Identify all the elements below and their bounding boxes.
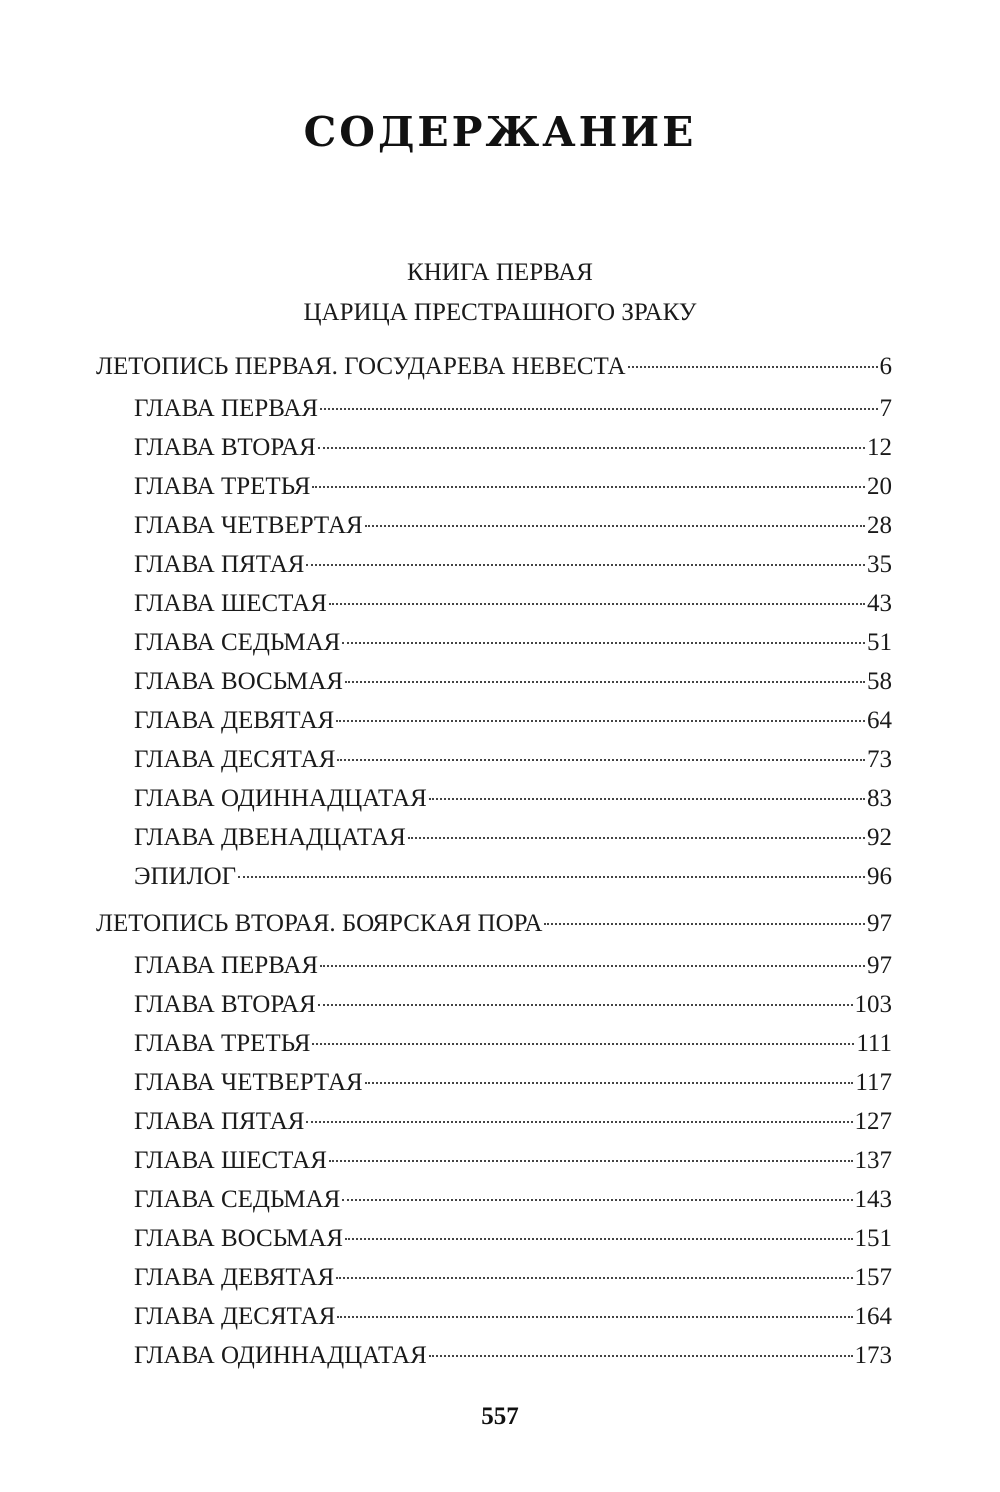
chapter-title: ГЛАВА ДЕСЯТАЯ: [134, 1303, 336, 1330]
toc-chapter-entry: [134, 1338, 892, 1374]
dot-leader: [312, 486, 865, 488]
toc-chapter-entry: [134, 781, 892, 817]
chapter-title: ГЛАВА ТРЕТЬЯ: [134, 1030, 311, 1057]
chapter-page-number: 35: [867, 551, 892, 578]
dot-leader: [337, 1316, 852, 1318]
toc-chapter-entry: [134, 586, 892, 622]
dot-leader: [329, 603, 865, 605]
chapter-page-number: 28: [867, 512, 892, 539]
chapter-title: ГЛАВА ТРЕТЬЯ: [134, 473, 311, 500]
toc-chapter-entry: [134, 508, 892, 544]
chapter-page-number: 20: [867, 473, 892, 500]
chapter-title: ГЛАВА ВОСЬМАЯ: [134, 668, 344, 695]
chapter-title: ГЛАВА ВТОРАЯ: [134, 434, 316, 461]
dot-leader: [336, 720, 865, 722]
dot-leader: [365, 525, 865, 527]
chapter-page-number: 96: [867, 863, 892, 890]
toc-chapter-entry: [134, 987, 892, 1023]
chapter-page-number: 92: [867, 824, 892, 851]
dot-leader: [429, 798, 865, 800]
chapter-page-number: 111: [856, 1030, 892, 1057]
dot-leader: [320, 965, 865, 967]
dot-leader: [337, 759, 865, 761]
toc-chapter-entry: [134, 948, 892, 984]
chapter-title: ГЛАВА ЧЕТВЕРТАЯ: [134, 1069, 363, 1096]
toc-chapter-entry: [134, 1221, 892, 1257]
dot-leader: [238, 876, 865, 878]
chapter-title: ГЛАВА ПЕРВАЯ: [134, 952, 319, 979]
dot-leader: [345, 1238, 852, 1240]
chapter-title: ГЛАВА ОДИННАДЦАТАЯ: [134, 1342, 427, 1369]
toc-chapter-entry: [134, 391, 892, 427]
chapter-page-number: 58: [867, 668, 892, 695]
chapter-page-number: 97: [867, 952, 892, 979]
chapter-title: ГЛАВА СЕДЬМАЯ: [134, 629, 341, 656]
chapter-title: ГЛАВА ЧЕТВЕРТАЯ: [134, 512, 363, 539]
chapter-title: ГЛАВА ДВЕНАДЦАТАЯ: [134, 824, 406, 851]
chapter-page-number: 73: [867, 746, 892, 773]
dot-leader: [312, 1043, 854, 1045]
toc-section-entry: [96, 906, 892, 942]
chapter-title: ГЛАВА ШЕСТАЯ: [134, 590, 327, 617]
chapter-title: ГЛАВА ОДИННАДЦАТАЯ: [134, 785, 427, 812]
toc-chapter-entry: [134, 1299, 892, 1335]
chapter-page-number: 173: [854, 1342, 892, 1369]
chapter-page-number: 103: [854, 991, 892, 1018]
book-label: КНИГА ПЕРВАЯ: [407, 259, 593, 286]
chapter-page-number: 64: [867, 707, 892, 734]
chapter-page-number: 137: [854, 1147, 892, 1174]
dot-leader: [306, 564, 865, 566]
dot-leader: [318, 1004, 853, 1006]
dot-leader: [342, 642, 865, 644]
dot-leader: [318, 447, 865, 449]
toc-chapter-entry: [134, 859, 892, 895]
chapter-page-number: 143: [854, 1186, 892, 1213]
toc-chapter-entry: [134, 820, 892, 856]
chapter-page-number: 151: [854, 1225, 892, 1252]
toc-chapter-entry: [134, 1065, 892, 1101]
chapter-title: ГЛАВА ПЯТАЯ: [134, 1108, 305, 1135]
dot-leader: [628, 366, 878, 368]
chapter-title: ГЛАВА ВОСЬМАЯ: [134, 1225, 344, 1252]
chapter-title: ГЛАВА ДЕВЯТАЯ: [134, 1264, 335, 1291]
chapter-page-number: 7: [879, 395, 892, 422]
toc-chapter-entry: [134, 1143, 892, 1179]
dot-leader: [329, 1160, 853, 1162]
chapter-title: ГЛАВА ВТОРАЯ: [134, 991, 316, 1018]
toc-chapter-entry: [134, 430, 892, 466]
dot-leader: [544, 923, 865, 925]
dot-leader: [336, 1277, 852, 1279]
chapter-title: ГЛАВА ШЕСТАЯ: [134, 1147, 327, 1174]
section-page-number: 97: [867, 910, 892, 937]
dot-leader: [342, 1199, 852, 1201]
chapter-page-number: 51: [867, 629, 892, 656]
page-title: СОДЕРЖАНИЕ: [303, 108, 697, 156]
page-number: 557: [481, 1403, 519, 1430]
toc-chapter-entry: [134, 1260, 892, 1296]
dot-leader: [365, 1082, 854, 1084]
toc-section-entry: [96, 349, 892, 385]
chapter-title: ГЛАВА ПЯТАЯ: [134, 551, 305, 578]
dot-leader: [306, 1121, 852, 1123]
toc-chapter-entry: [134, 1104, 892, 1140]
chapter-page-number: 117: [855, 1069, 892, 1096]
toc-chapter-entry: [134, 469, 892, 505]
chapter-title: ГЛАВА ДЕВЯТАЯ: [134, 707, 335, 734]
chapter-title: ЭПИЛОГ: [134, 863, 237, 890]
section-title: ЛЕТОПИСЬ ПЕРВАЯ. ГОСУДАРЕВА НЕВЕСТА: [96, 353, 626, 380]
dot-leader: [345, 681, 865, 683]
chapter-title: ГЛАВА ПЕРВАЯ: [134, 395, 319, 422]
toc-chapter-entry: [134, 703, 892, 739]
book-subtitle: ЦАРИЦА ПРЕСТРАШНОГО ЗРАКУ: [303, 299, 697, 326]
section-title: ЛЕТОПИСЬ ВТОРАЯ. БОЯРСКАЯ ПОРА: [96, 910, 543, 937]
toc-chapter-entry: [134, 664, 892, 700]
toc-chapter-entry: [134, 1026, 892, 1062]
dot-leader: [320, 408, 877, 410]
section-page-number: 6: [879, 353, 892, 380]
toc-chapter-entry: [134, 625, 892, 661]
chapter-page-number: 12: [867, 434, 892, 461]
chapter-title: ГЛАВА ДЕСЯТАЯ: [134, 746, 336, 773]
toc-chapter-entry: [134, 742, 892, 778]
toc-chapter-entry: [134, 1182, 892, 1218]
chapter-page-number: 83: [867, 785, 892, 812]
chapter-page-number: 164: [854, 1303, 892, 1330]
dot-leader: [408, 837, 865, 839]
chapter-title: ГЛАВА СЕДЬМАЯ: [134, 1186, 341, 1213]
chapter-page-number: 43: [867, 590, 892, 617]
chapter-page-number: 157: [854, 1264, 892, 1291]
toc-chapter-entry: [134, 547, 892, 583]
dot-leader: [429, 1355, 853, 1357]
chapter-page-number: 127: [854, 1108, 892, 1135]
